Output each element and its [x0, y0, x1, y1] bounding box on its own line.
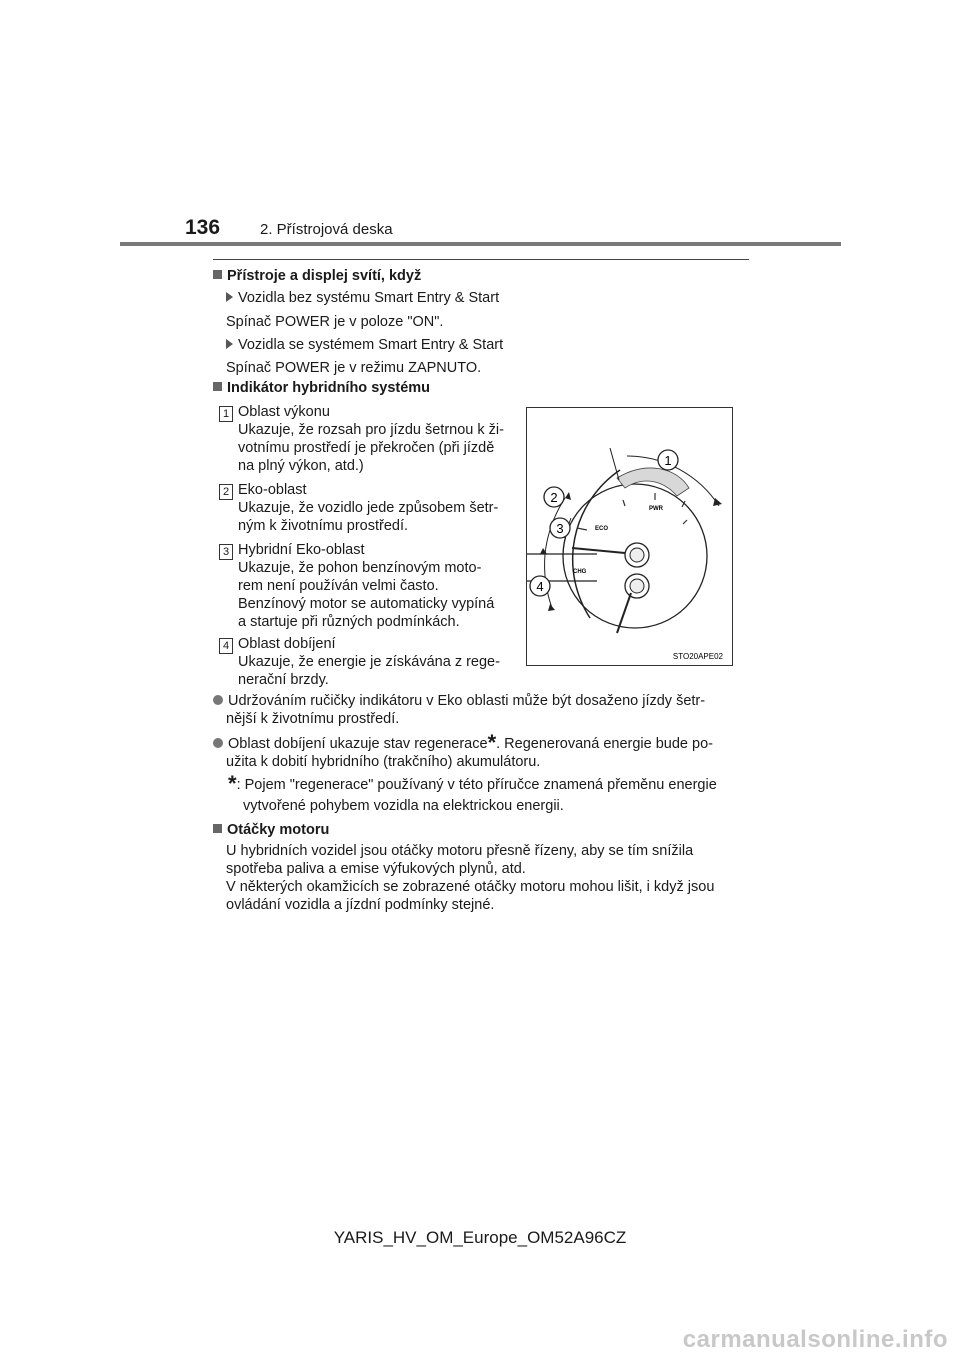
gauge-illustration [527, 408, 732, 665]
footnote: *: Pojem "regenerace" používaný v této příručce znamená přeměnu energie vytvořené pohybem vozidla na elektrickou energii. [228, 771, 717, 814]
body-text: Spínač POWER je v poloze "ON". [226, 314, 444, 330]
eco-label: ECO [595, 526, 609, 532]
gauge-outer-arc [573, 470, 620, 618]
section-divider [213, 259, 749, 260]
svg-text:2: 2 [550, 490, 558, 505]
section-heading-engine-speed: Otáčky motoru [213, 822, 329, 838]
list-item: Oblast výkonu Ukazuje, že rozsah pro jízdu šetrnou k ži- votnímu prostředí je překročen (při jízdě na plný výkon, atd.) [238, 404, 504, 474]
figure-callout-3 [550, 518, 570, 538]
needle-hub-inner [630, 548, 644, 562]
square-bullet-icon [213, 382, 222, 391]
callout-number-1: 1 [219, 404, 233, 422]
callout-number-3: 3 [219, 542, 233, 560]
watermark-link[interactable]: carmanualsonline.info [682, 1326, 948, 1353]
indicator-needle [572, 548, 625, 553]
tick-mark [577, 528, 587, 530]
chg-label: CHG [573, 569, 587, 575]
circle-bullet-icon [213, 695, 223, 705]
square-bullet-icon [213, 824, 222, 833]
body-text: Spínač POWER je v režimu ZAPNUTO. [226, 360, 482, 376]
bullet-paragraph: Oblast dobíjení ukazuje stav regenerace*. Regenerovaná energie bude po- užita k dobití hybridního (trakčního) akumulátoru. [213, 734, 749, 771]
triangle-bullet-icon [226, 292, 233, 302]
header-divider [120, 242, 841, 246]
document-footer: YARIS_HV_OM_Europe_OM52A96CZ [333, 1228, 627, 1247]
power-zone-band [617, 468, 689, 496]
arrow-icon [565, 492, 571, 500]
pwr-label: PWR [649, 506, 663, 512]
vehicle-variant-label: Vozidla bez systému Smart Entry & Start [226, 289, 499, 307]
figure-code: STO20APE02 [672, 652, 723, 661]
list-item: Oblast dobíjení Ukazuje, že energie je získávána z rege- nerační brzdy. [238, 636, 500, 688]
tick-mark [623, 500, 625, 506]
chapter-title: 2. Přístrojová deska [260, 221, 393, 238]
circle-bullet-icon [213, 738, 223, 748]
figure-callout-2 [544, 487, 564, 507]
figure-callout-4 [530, 576, 550, 596]
sub-gauge-hub-inner [630, 579, 644, 593]
hybrid-indicator-figure [526, 407, 733, 666]
section-heading-hybrid-indicator: Indikátor hybridního systému [213, 380, 430, 396]
svg-text:3: 3 [556, 521, 564, 536]
figure-callout-1 [658, 450, 678, 470]
triangle-bullet-icon [226, 339, 233, 349]
engine-speed-paragraph: U hybridních vozidel jsou otáčky motoru přesně řízeny, aby se tím snížila spotřeba paliva a emise výfukových plynů, atd. V některých okamžicích se zobrazené otáčky motoru mohou lišit, i když jsou ovládání vozidla a jízdní podmínky stejné. [226, 843, 715, 913]
svg-text:1: 1 [664, 453, 672, 468]
boundary-line [610, 448, 619, 480]
vehicle-variant-label: Vozidla se systémem Smart Entry & Start [226, 336, 503, 354]
bullet-paragraph: Udržováním ručičky indikátoru v Eko oblasti může být dosaženo jízdy šetr- nější k životnímu prostředí. [213, 692, 749, 728]
square-bullet-icon [213, 270, 222, 279]
tick-mark [683, 520, 687, 524]
callout-number-4: 4 [219, 636, 233, 654]
callout-number-2: 2 [219, 482, 233, 500]
section-heading-display: Přístroje a displej svítí, když [213, 268, 421, 284]
page-number: 136 [185, 216, 221, 239]
list-item: Eko-oblast Ukazuje, že vozidlo jede způsobem šetr- ným k životnímu prostředí. [238, 482, 499, 534]
svg-text:4: 4 [536, 579, 544, 594]
list-item: Hybridní Eko-oblast Ukazuje, že pohon benzínovým moto- rem není používán velmi často. Benzínový motor se automaticky vypíná a startuje při různých podmínkách. [238, 542, 495, 630]
